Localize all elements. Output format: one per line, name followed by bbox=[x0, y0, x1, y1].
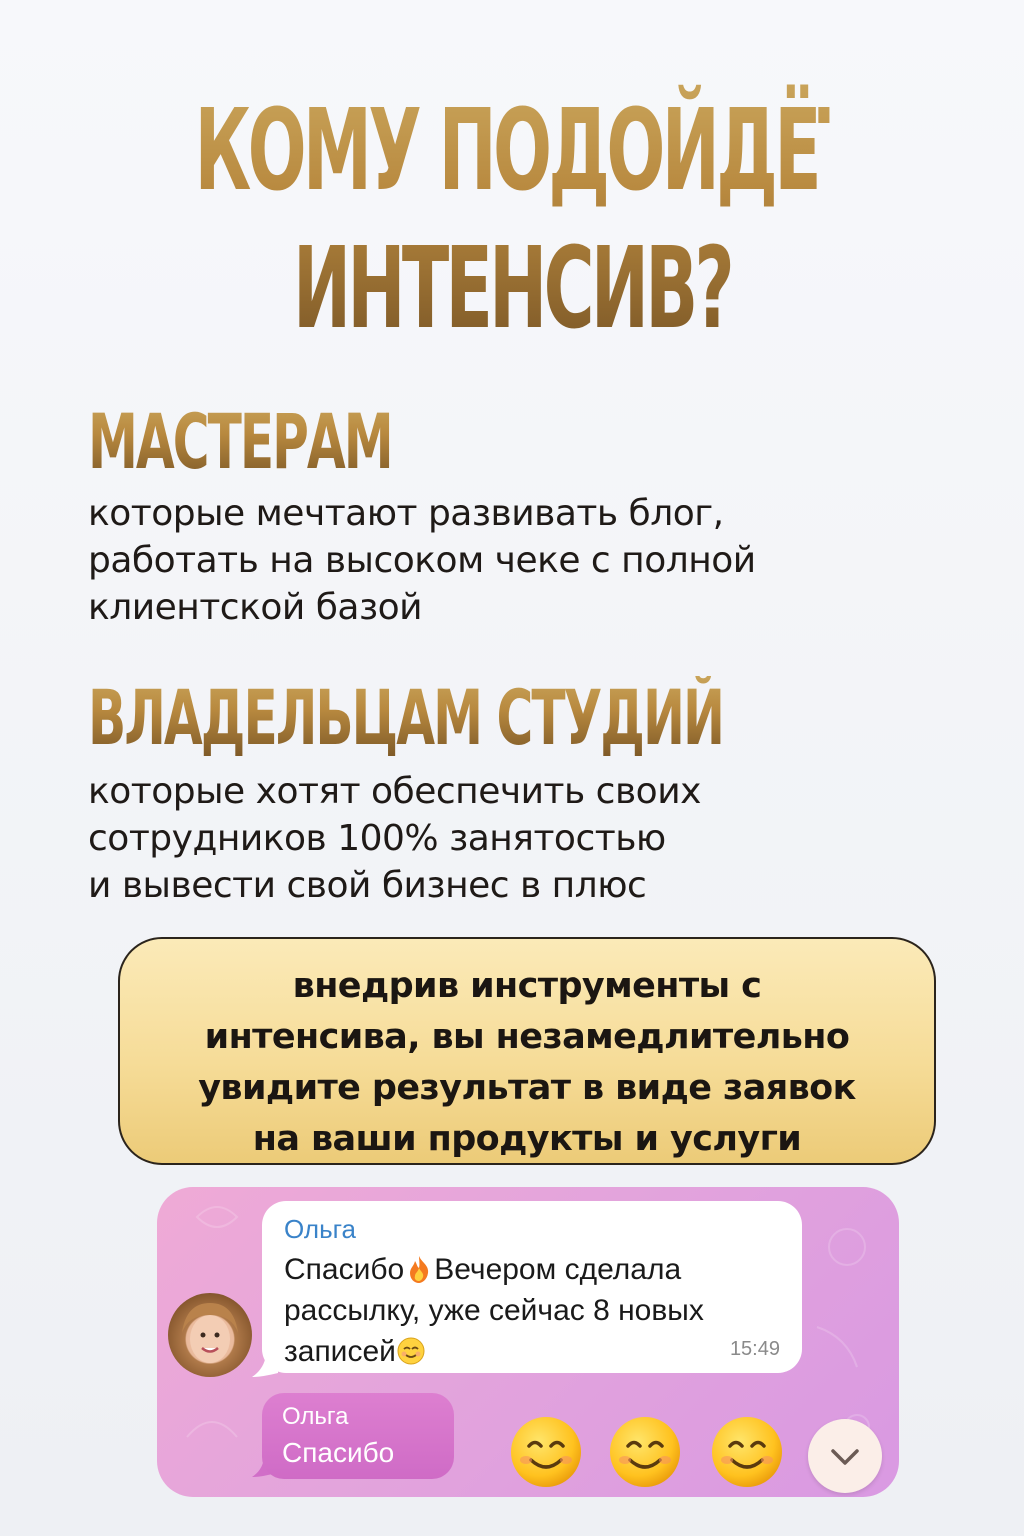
section-body-masters bbox=[88, 490, 948, 631]
callout-line: внедрив инструменты с bbox=[292, 966, 762, 1006]
page-title-line-1: КОМУ ПОДОЙДЁТ bbox=[194, 86, 862, 216]
callout-line: интенсива, вы незамедлительно bbox=[204, 1017, 850, 1057]
message-timestamp: 15:49 bbox=[729, 1338, 780, 1360]
chat-screenshot bbox=[157, 1187, 899, 1497]
section-body-line: клиентской базой bbox=[88, 587, 423, 628]
smiling-face-emoji-icon[interactable] bbox=[710, 1415, 784, 1489]
message-line bbox=[284, 1249, 780, 1290]
user-avatar[interactable] bbox=[168, 1293, 252, 1377]
message-text bbox=[284, 1249, 780, 1372]
reply-bubble[interactable] bbox=[262, 1393, 454, 1479]
page-title-line-2: ИНТЕНСИВ? bbox=[293, 224, 731, 354]
smiling-face-emoji-icon[interactable] bbox=[608, 1415, 682, 1489]
smiling-face-emoji-icon[interactable] bbox=[509, 1415, 583, 1489]
callout-box bbox=[118, 937, 936, 1165]
chevron-down-icon bbox=[808, 1419, 882, 1493]
message-line bbox=[284, 1331, 780, 1372]
section-body-line: сотрудников 100% занятостью bbox=[88, 818, 666, 859]
relieved-face-emoji-icon bbox=[396, 1336, 426, 1366]
section-body-line: работать на высоком чеке с полной bbox=[88, 540, 756, 581]
section-body-line: которые хотят обеспечить своих bbox=[88, 771, 701, 812]
page-title bbox=[194, 82, 862, 358]
reply-text: Спасибо bbox=[282, 1437, 395, 1468]
avatar-face-icon bbox=[168, 1293, 252, 1377]
scroll-down-button[interactable] bbox=[808, 1419, 882, 1493]
message-sender-name[interactable]: Ольга bbox=[284, 1214, 357, 1244]
fire-emoji-icon bbox=[404, 1254, 434, 1284]
message-text-part: Вечером сделала bbox=[434, 1253, 682, 1286]
message-line: рассылку, уже сейчас 8 новых bbox=[284, 1294, 704, 1327]
section-body-line: которые мечтают развивать блог, bbox=[88, 493, 724, 534]
message-bubble[interactable] bbox=[262, 1201, 802, 1373]
callout-line: на ваши продукты и услуги bbox=[252, 1119, 802, 1159]
reply-sender-name: Ольга bbox=[282, 1403, 349, 1430]
section-body-studio-owners bbox=[88, 768, 948, 909]
section-heading-masters: МАСТЕРАМ bbox=[88, 397, 392, 486]
message-text-part: записей bbox=[284, 1335, 396, 1368]
message-text-part: Спасибо bbox=[284, 1253, 405, 1286]
section-body-line: и вывести свой бизнес в плюс bbox=[88, 865, 647, 906]
callout-line: увидите результат в виде заявок bbox=[198, 1068, 856, 1108]
section-heading-studio-owners: ВЛАДЕЛЬЦАМ СТУДИЙ bbox=[88, 673, 723, 762]
